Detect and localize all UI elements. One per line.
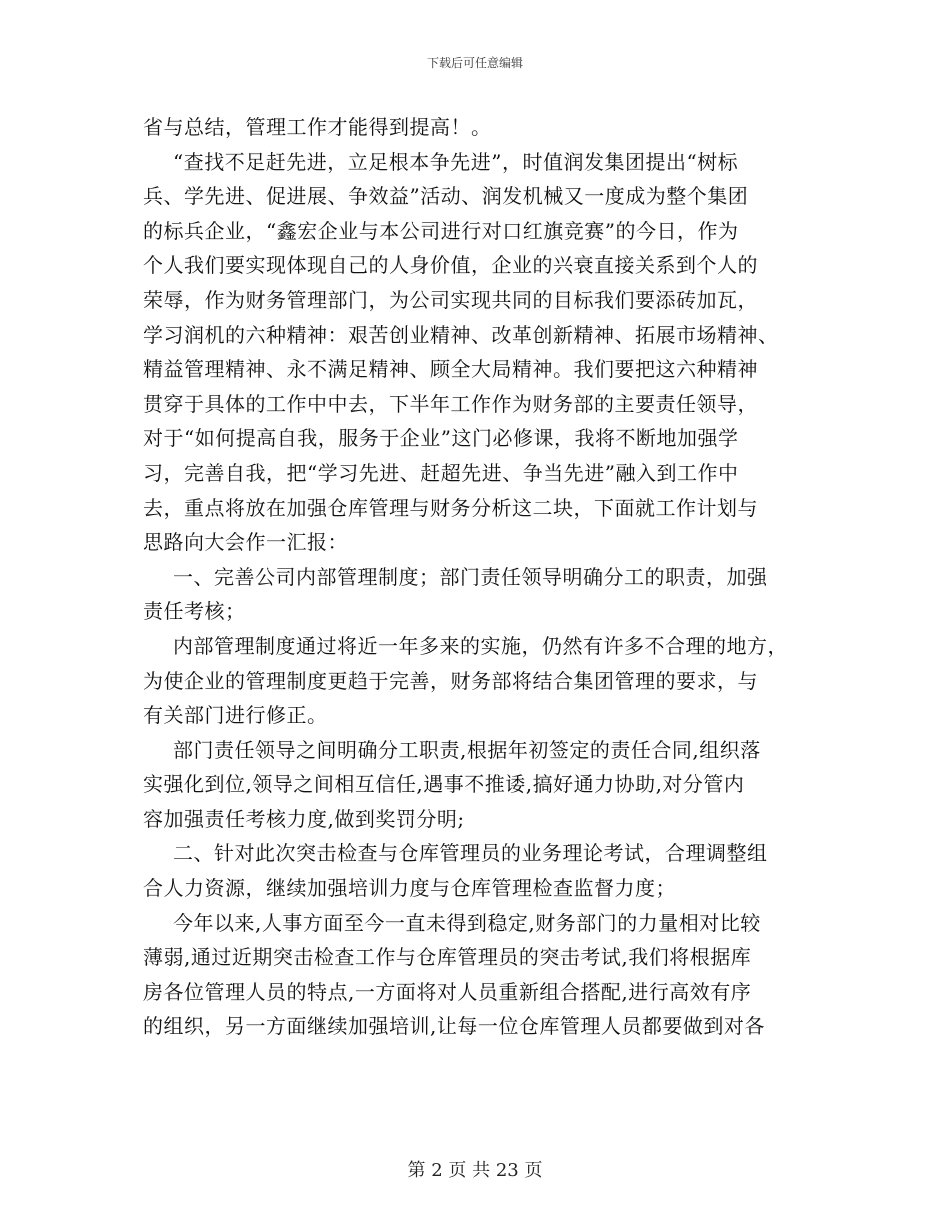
- text-line: 省与总结，管理工作才能得到提高！。: [143, 115, 492, 139]
- text-line: 荣辱，作为财务管理部门，为公司实现共同的目标我们要添砖加瓦，: [143, 287, 758, 312]
- text-line: 学习润机的六种精神：艰苦创业精神、改革创新精神、拓展市场精神、: [143, 322, 779, 347]
- text-line: 容加强责任考核力度,做到奖罚分明;: [143, 806, 465, 831]
- text-line: 习，完善自我，把“学习先进、赶超先进、争当先进”融入到工作中: [143, 460, 739, 485]
- text-line: 对于“如何提高自我，服务于企业”这门必修课，我将不断地加强学: [143, 426, 739, 451]
- text-line: 的标兵企业，“鑫宏企业与本公司进行对口红旗竞赛”的今日，作为: [143, 218, 739, 243]
- text-line: 一、完善公司内部管理制度；部门责任领导明确分工的职责，加强: [173, 564, 768, 589]
- text-line: 精益管理精神、永不满足精神、顾全大局精神。我们要把这六种精神: [143, 357, 758, 382]
- text-line: 为使企业的管理制度更趋于完善，财务部将结合集团管理的要求，与: [143, 668, 758, 693]
- text-line: 去，重点将放在加强仓库管理与财务分析这二块，下面就工作计划与: [143, 495, 758, 520]
- text-line: 思路向大会作一汇报：: [143, 530, 348, 555]
- text-line: 合人力资源，继续加强培训力度与仓库管理检查监督力度；: [143, 876, 676, 901]
- text-line: 有关部门进行修正。: [143, 703, 328, 728]
- text-line: 薄弱,通过近期突击检查工作与仓库管理员的突击考试,我们将根据库: [143, 945, 752, 970]
- text-line: 个人我们要实现体现自己的人身价值，企业的兴衰直接关系到个人的: [143, 253, 758, 278]
- text-line: 内部管理制度通过将近一年多来的实施，仍然有许多不合理的地方，: [173, 633, 788, 658]
- text-line: 贯穿于具体的工作中中去，下半年工作作为财务部的主要责任领导，: [143, 391, 758, 416]
- text-line: 兵、学先进、促进展、争效益”活动、润发机械又一度成为整个集团: [143, 184, 749, 209]
- page-number-footer: 第 2 页 共 23 页: [407, 1160, 543, 1181]
- text-line: 责任考核；: [143, 599, 246, 624]
- text-line: 实强化到位,领导之间相互信任,遇事不推诿,搞好通力协助,对分管内: [143, 772, 745, 797]
- text-line: 部门责任领导之间明确分工职责,根据年初签定的责任合同,组织落: [173, 737, 761, 762]
- page-header-note: 下载后可任意编辑: [426, 56, 523, 70]
- text-line: 今年以来,人事方面至今一直未得到稳定,财务部门的力量相对比较: [173, 910, 761, 935]
- text-line: “查找不足赶先进，立足根本争先进”，时值润发集团提出“树标: [173, 149, 739, 174]
- text-line: 房各位管理人员的特点,一方面将对人员重新组合搭配,进行高效有序: [143, 979, 752, 1004]
- document-body: [143, 110, 813, 1044]
- text-line: 二、针对此次突击检查与仓库管理员的业务理论考试，合理调整组: [173, 841, 768, 866]
- text-line: 的组织，另一方面继续加强培训,让每一位仓库管理人员都要做到对各: [143, 1014, 765, 1039]
